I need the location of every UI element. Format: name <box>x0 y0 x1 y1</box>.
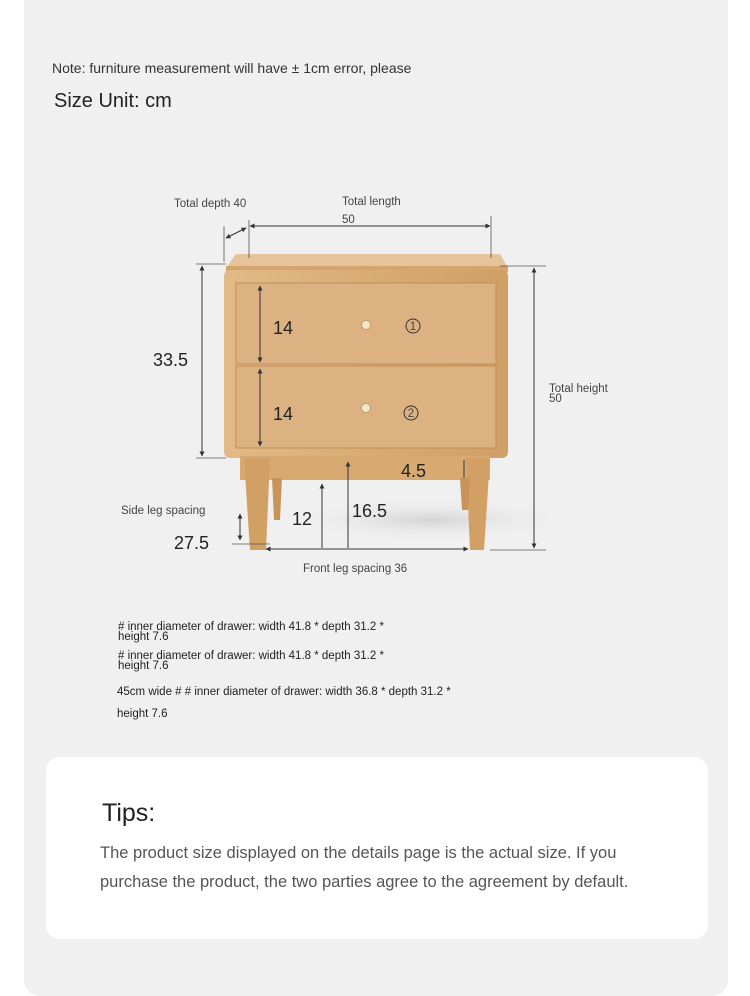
inner-dimension-2 <box>118 651 384 671</box>
side-leg-spacing-label: Side leg spacing <box>121 505 206 517</box>
apron-height-value: 4.5 <box>401 461 427 481</box>
inner-dimension-1-line-b: height 7.6 <box>118 631 169 643</box>
inner-dimension-2-line-a: # inner diameter of drawer: width 41.8 * depth 31.2 * <box>118 650 384 662</box>
drawer-1-knob-icon <box>362 321 371 330</box>
tips-panel <box>46 757 708 939</box>
drawer-1-height-value: 14 <box>273 318 294 338</box>
inner-dimension-3-line-a: 45cm wide # # inner diameter of drawer: width 36.8 * depth 31.2 * <box>117 686 451 698</box>
back-left-leg <box>272 478 282 520</box>
measurement-note: Note: furniture measurement will have ± 1cm error, please <box>52 60 412 76</box>
top-board <box>226 254 508 268</box>
front-left-leg <box>244 458 270 550</box>
tips-body: The product size displayed on the details page is the actual size. If you purchase the product, the two parties agree to the agreement by default. <box>100 844 629 891</box>
inner-dimension-1 <box>118 622 384 642</box>
leg-clearance-value: 12 <box>292 509 313 529</box>
drawer-1-number: 1 <box>409 321 417 333</box>
total-depth-label: Total depth 40 <box>174 198 247 210</box>
floor-shadow <box>280 498 580 542</box>
total-depth-arrow <box>226 228 246 238</box>
size-unit-label: Size Unit: cm <box>54 90 172 112</box>
drawer-2-number: 2 <box>407 408 415 420</box>
tips-title: Tips: <box>102 799 156 827</box>
drawer-2-height-value: 14 <box>273 404 294 424</box>
side-leg-spacing-value: 27.5 <box>174 533 210 553</box>
total-height-label: Total height <box>549 383 608 395</box>
inner-dimension-1-line-a: # inner diameter of drawer: width 41.8 * depth 31.2 * <box>118 621 384 633</box>
total-length-value: 50 <box>342 214 355 226</box>
front-leg-spacing-label: Front leg spacing 36 <box>303 563 408 575</box>
inner-dimension-3-line-b: height 7.6 <box>117 708 168 720</box>
total-height-value: 50 <box>549 393 562 405</box>
total-length-label: Total length <box>342 196 401 208</box>
body-height-value: 33.5 <box>153 350 189 370</box>
base-apron <box>240 456 490 480</box>
floor-to-body-value: 16.5 <box>352 501 388 521</box>
drawer-2-knob-icon <box>362 404 371 413</box>
inner-dimension-2-line-b: height 7.6 <box>118 660 169 672</box>
